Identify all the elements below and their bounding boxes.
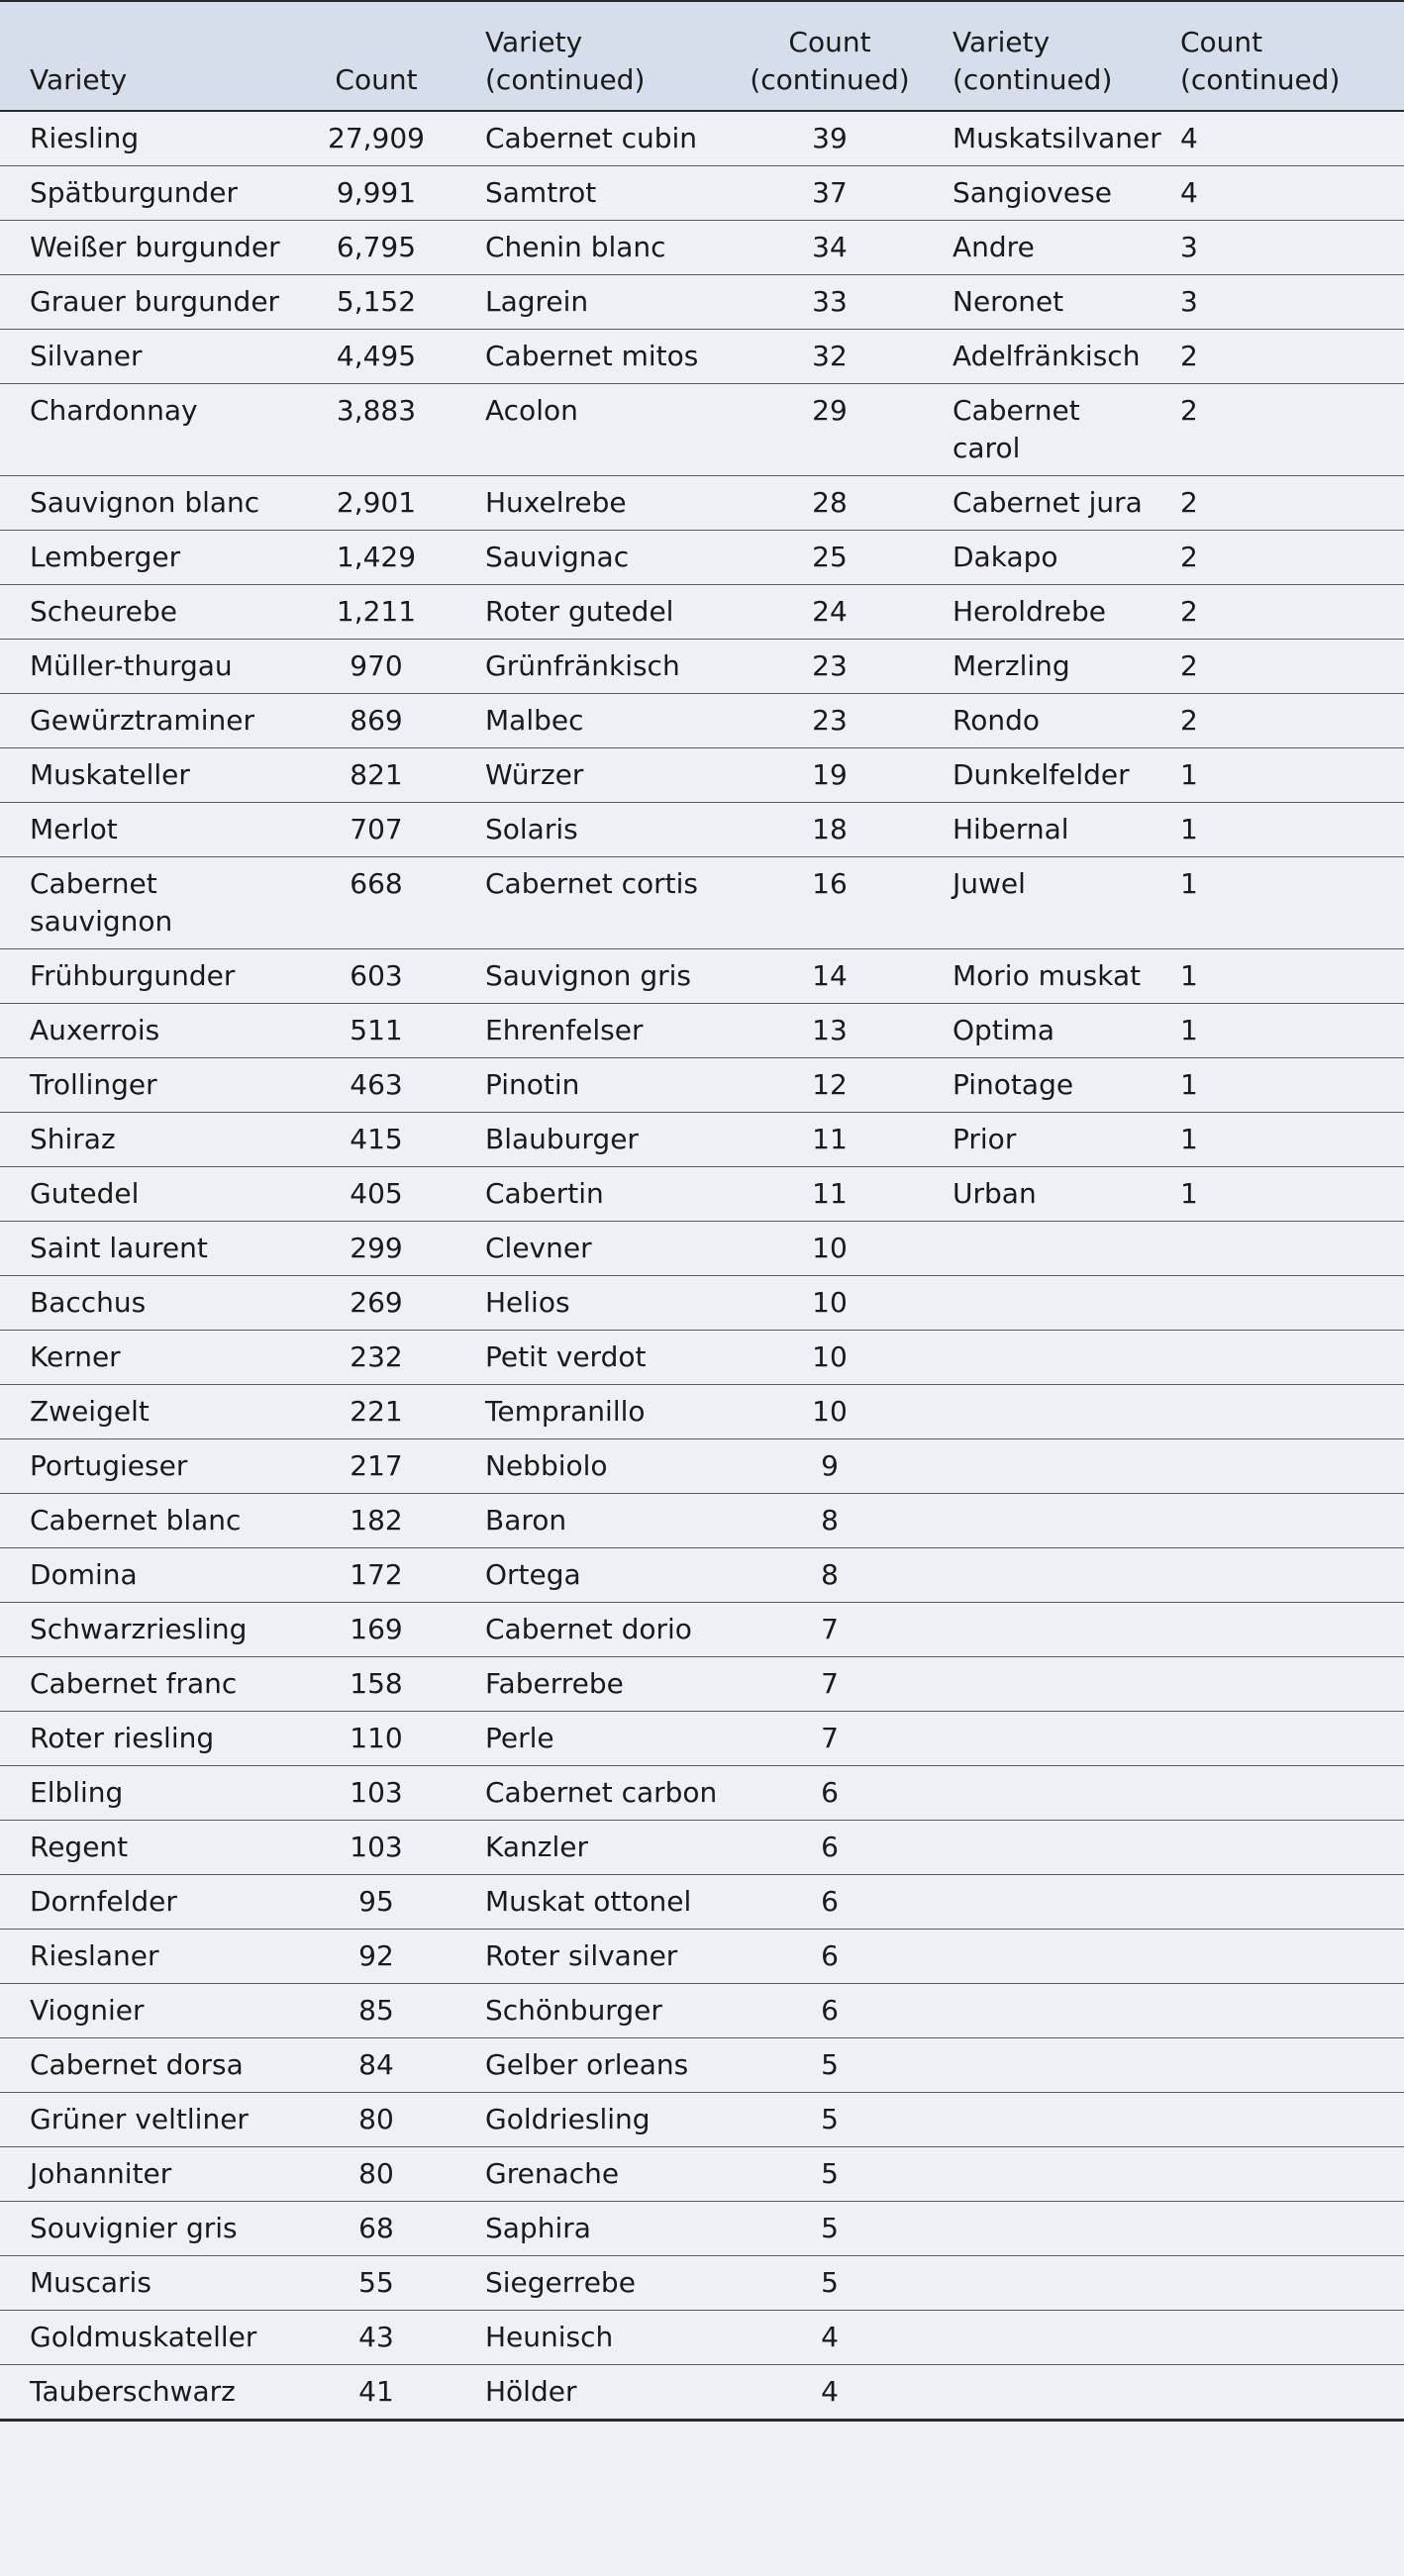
table-header-row	[0, 1, 1404, 111]
cell-variety: Tauberschwarz	[0, 2365, 297, 2421]
cell-variety-continued: Pinotin	[455, 1058, 737, 1113]
table-row	[0, 748, 1404, 803]
cell-count-continued: 6	[737, 1930, 923, 1984]
cell-variety-continued-2: Rondo	[923, 694, 1151, 748]
table-row	[0, 1657, 1404, 1712]
cell-count-continued: 28	[737, 476, 923, 531]
cell-count-continued-2: 4	[1151, 111, 1404, 166]
cell-variety-continued-2	[923, 1657, 1151, 1712]
cell-count: 158	[297, 1657, 455, 1712]
cell-count: 182	[297, 1494, 455, 1548]
table-row	[0, 949, 1404, 1004]
cell-variety-continued: Saphira	[455, 2202, 737, 2256]
table-body	[0, 111, 1404, 2421]
header-variety-continued: Variety (continued)	[455, 1, 737, 111]
cell-count-continued: 39	[737, 111, 923, 166]
cell-count-continued: 9	[737, 1439, 923, 1494]
cell-count-continued: 10	[737, 1331, 923, 1385]
cell-count-continued-2: 3	[1151, 275, 1404, 330]
cell-count: 1,429	[297, 531, 455, 585]
table-row	[0, 1113, 1404, 1167]
cell-count: 3,883	[297, 384, 455, 476]
cell-variety: Cabernet franc	[0, 1657, 297, 1712]
cell-count: 217	[297, 1439, 455, 1494]
cell-count-continued-2: 2	[1151, 694, 1404, 748]
cell-count: 80	[297, 2093, 455, 2147]
table-row	[0, 275, 1404, 330]
table-row	[0, 1766, 1404, 1821]
cell-variety: Weißer burgunder	[0, 221, 297, 275]
table-row	[0, 2202, 1404, 2256]
table-row	[0, 2311, 1404, 2365]
cell-count-continued-2	[1151, 2202, 1404, 2256]
table-row	[0, 1930, 1404, 1984]
table-row	[0, 640, 1404, 694]
cell-count-continued: 13	[737, 1004, 923, 1058]
cell-variety: Cabernet blanc	[0, 1494, 297, 1548]
cell-variety-continued-2	[923, 1821, 1151, 1875]
cell-variety: Saint laurent	[0, 1222, 297, 1276]
cell-variety-continued-2	[923, 1439, 1151, 1494]
cell-variety: Auxerrois	[0, 1004, 297, 1058]
header-count: Count	[297, 1, 455, 111]
cell-variety-continued-2	[923, 1331, 1151, 1385]
cell-count-continued: 6	[737, 1984, 923, 2038]
cell-variety: Regent	[0, 1821, 297, 1875]
cell-variety: Lemberger	[0, 531, 297, 585]
cell-variety-continued-2	[923, 2256, 1151, 2311]
cell-count-continued: 19	[737, 748, 923, 803]
cell-count-continued: 18	[737, 803, 923, 857]
cell-variety-continued: Cabernet mitos	[455, 330, 737, 384]
cell-count-continued-2	[1151, 2311, 1404, 2365]
cell-variety-continued-2: Merzling	[923, 640, 1151, 694]
cell-count-continued-2	[1151, 2365, 1404, 2421]
cell-variety: Zweigelt	[0, 1385, 297, 1439]
cell-variety-continued: Cabertin	[455, 1167, 737, 1222]
cell-variety-continued-2	[923, 2202, 1151, 2256]
cell-variety: Johanniter	[0, 2147, 297, 2202]
cell-count-continued-2: 2	[1151, 585, 1404, 640]
cell-variety-continued-2	[923, 1766, 1151, 1821]
cell-count-continued: 37	[737, 166, 923, 221]
cell-variety-continued: Ehrenfelser	[455, 1004, 737, 1058]
cell-count-continued-2	[1151, 1821, 1404, 1875]
cell-count-continued-2	[1151, 2093, 1404, 2147]
header-count-continued-2: Count (continued)	[1151, 1, 1404, 111]
cell-variety-continued-2: Adelfränkisch	[923, 330, 1151, 384]
cell-count-continued-2	[1151, 1276, 1404, 1331]
cell-variety: Dornfelder	[0, 1875, 297, 1930]
cell-variety-continued: Chenin blanc	[455, 221, 737, 275]
cell-variety-continued: Acolon	[455, 384, 737, 476]
cell-count-continued-2: 2	[1151, 384, 1404, 476]
cell-count: 6,795	[297, 221, 455, 275]
cell-count-continued-2: 2	[1151, 531, 1404, 585]
cell-count-continued: 4	[737, 2311, 923, 2365]
cell-variety-continued: Roter silvaner	[455, 1930, 737, 1984]
table-row	[0, 2093, 1404, 2147]
cell-variety-continued: Huxelrebe	[455, 476, 737, 531]
cell-variety-continued-2	[923, 1494, 1151, 1548]
cell-count-continued: 12	[737, 1058, 923, 1113]
cell-variety-continued: Blauburger	[455, 1113, 737, 1167]
cell-count-continued: 6	[737, 1875, 923, 1930]
cell-count: 9,991	[297, 166, 455, 221]
cell-variety-continued-2	[923, 1930, 1151, 1984]
cell-count-continued: 23	[737, 694, 923, 748]
cell-variety-continued: Grenache	[455, 2147, 737, 2202]
cell-variety: Spätburgunder	[0, 166, 297, 221]
cell-count-continued: 14	[737, 949, 923, 1004]
cell-count: 232	[297, 1331, 455, 1385]
cell-count-continued-2: 1	[1151, 803, 1404, 857]
cell-count-continued: 8	[737, 1548, 923, 1603]
table-row	[0, 476, 1404, 531]
cell-count-continued: 7	[737, 1603, 923, 1657]
cell-count-continued-2: 1	[1151, 949, 1404, 1004]
cell-count-continued: 6	[737, 1766, 923, 1821]
cell-variety: Gutedel	[0, 1167, 297, 1222]
cell-count-continued: 11	[737, 1113, 923, 1167]
cell-count-continued-2: 3	[1151, 221, 1404, 275]
table-row	[0, 585, 1404, 640]
cell-count: 869	[297, 694, 455, 748]
cell-count: 172	[297, 1548, 455, 1603]
cell-variety-continued: Samtrot	[455, 166, 737, 221]
cell-count-continued: 8	[737, 1494, 923, 1548]
cell-variety: Domina	[0, 1548, 297, 1603]
cell-count-continued: 34	[737, 221, 923, 275]
table-row	[0, 330, 1404, 384]
cell-variety-continued: Cabernet carbon	[455, 1766, 737, 1821]
cell-count-continued: 5	[737, 2202, 923, 2256]
table-row	[0, 1712, 1404, 1766]
table-row	[0, 2256, 1404, 2311]
cell-variety-continued-2: Morio muskat	[923, 949, 1151, 1004]
cell-count-continued-2	[1151, 1875, 1404, 1930]
cell-variety: Souvignier gris	[0, 2202, 297, 2256]
cell-count-continued: 16	[737, 857, 923, 949]
table-row	[0, 1004, 1404, 1058]
cell-count: 463	[297, 1058, 455, 1113]
table-row	[0, 1439, 1404, 1494]
cell-count: 415	[297, 1113, 455, 1167]
cell-count-continued: 23	[737, 640, 923, 694]
cell-count: 970	[297, 640, 455, 694]
cell-count-continued-2	[1151, 1657, 1404, 1712]
cell-variety: Schwarzriesling	[0, 1603, 297, 1657]
header-variety: Variety	[0, 1, 297, 111]
cell-variety-continued-2	[923, 2311, 1151, 2365]
cell-variety: Viognier	[0, 1984, 297, 2038]
cell-variety-continued: Baron	[455, 1494, 737, 1548]
table-row	[0, 166, 1404, 221]
cell-count-continued-2	[1151, 1603, 1404, 1657]
header-count-continued: Count (continued)	[737, 1, 923, 111]
cell-count-continued: 7	[737, 1712, 923, 1766]
cell-variety: Bacchus	[0, 1276, 297, 1331]
cell-variety-continued: Sauvignon gris	[455, 949, 737, 1004]
table-row	[0, 1058, 1404, 1113]
cell-variety-continued: Petit verdot	[455, 1331, 737, 1385]
cell-variety: Cabernet sauvignon	[0, 857, 297, 949]
cell-variety-continued-2: Dakapo	[923, 531, 1151, 585]
cell-count-continued: 11	[737, 1167, 923, 1222]
cell-variety-continued: Ortega	[455, 1548, 737, 1603]
cell-count: 603	[297, 949, 455, 1004]
cell-variety-continued: Cabernet cubin	[455, 111, 737, 166]
cell-variety-continued: Cabernet cortis	[455, 857, 737, 949]
cell-count-continued: 6	[737, 1821, 923, 1875]
cell-count-continued-2	[1151, 1984, 1404, 2038]
cell-variety-continued-2: Neronet	[923, 275, 1151, 330]
cell-count: 5,152	[297, 275, 455, 330]
cell-count: 821	[297, 748, 455, 803]
cell-count-continued-2	[1151, 2147, 1404, 2202]
cell-count-continued-2	[1151, 1439, 1404, 1494]
cell-count-continued-2: 1	[1151, 1004, 1404, 1058]
cell-variety-continued-2: Hibernal	[923, 803, 1151, 857]
cell-count: 405	[297, 1167, 455, 1222]
cell-variety-continued: Goldriesling	[455, 2093, 737, 2147]
cell-count-continued: 7	[737, 1657, 923, 1712]
cell-count: 68	[297, 2202, 455, 2256]
cell-count: 511	[297, 1004, 455, 1058]
cell-variety-continued: Sauvignac	[455, 531, 737, 585]
cell-variety-continued: Roter gutedel	[455, 585, 737, 640]
cell-count: 668	[297, 857, 455, 949]
cell-variety-continued: Heunisch	[455, 2311, 737, 2365]
cell-variety: Cabernet dorsa	[0, 2038, 297, 2093]
table-row	[0, 221, 1404, 275]
cell-variety-continued-2	[923, 1222, 1151, 1276]
cell-count: 110	[297, 1712, 455, 1766]
cell-count-continued-2	[1151, 1548, 1404, 1603]
cell-variety-continued-2: Andre	[923, 221, 1151, 275]
table-row	[0, 111, 1404, 166]
cell-variety-continued-2	[923, 1984, 1151, 2038]
cell-variety-continued-2: Pinotage	[923, 1058, 1151, 1113]
table-row	[0, 1984, 1404, 2038]
cell-count-continued: 4	[737, 2365, 923, 2421]
cell-count-continued: 24	[737, 585, 923, 640]
cell-variety-continued-2: Cabernet carol	[923, 384, 1151, 476]
cell-variety: Shiraz	[0, 1113, 297, 1167]
cell-variety-continued: Nebbiolo	[455, 1439, 737, 1494]
cell-variety-continued-2: Sangiovese	[923, 166, 1151, 221]
cell-count-continued-2	[1151, 1712, 1404, 1766]
table-row	[0, 694, 1404, 748]
cell-variety-continued-2: Prior	[923, 1113, 1151, 1167]
table-row	[0, 1222, 1404, 1276]
table-row	[0, 1167, 1404, 1222]
table-row	[0, 803, 1404, 857]
cell-variety-continued-2	[923, 1385, 1151, 1439]
cell-count-continued: 5	[737, 2038, 923, 2093]
cell-variety: Roter riesling	[0, 1712, 297, 1766]
cell-variety: Riesling	[0, 111, 297, 166]
cell-count-continued: 25	[737, 531, 923, 585]
cell-count-continued: 5	[737, 2147, 923, 2202]
cell-variety: Kerner	[0, 1331, 297, 1385]
cell-count-continued-2: 1	[1151, 1167, 1404, 1222]
cell-variety-continued: Gelber orleans	[455, 2038, 737, 2093]
table-row	[0, 1331, 1404, 1385]
table-row	[0, 1548, 1404, 1603]
cell-variety-continued: Solaris	[455, 803, 737, 857]
cell-variety: Gewürztraminer	[0, 694, 297, 748]
cell-count-continued: 33	[737, 275, 923, 330]
cell-count-continued-2	[1151, 2038, 1404, 2093]
cell-count-continued-2	[1151, 1494, 1404, 1548]
cell-variety-continued: Cabernet dorio	[455, 1603, 737, 1657]
cell-variety-continued-2	[923, 1603, 1151, 1657]
cell-variety-continued-2: Muskatsilvaner	[923, 111, 1151, 166]
cell-variety-continued-2: Cabernet jura	[923, 476, 1151, 531]
table-row	[0, 857, 1404, 949]
cell-count: 103	[297, 1766, 455, 1821]
cell-variety-continued-2: Juwel	[923, 857, 1151, 949]
table-row	[0, 1603, 1404, 1657]
cell-count-continued: 10	[737, 1222, 923, 1276]
cell-variety: Chardonnay	[0, 384, 297, 476]
cell-variety: Frühburgunder	[0, 949, 297, 1004]
cell-variety-continued-2	[923, 2365, 1151, 2421]
cell-count: 43	[297, 2311, 455, 2365]
cell-count-continued-2: 2	[1151, 476, 1404, 531]
cell-count: 84	[297, 2038, 455, 2093]
cell-variety: Silvaner	[0, 330, 297, 384]
cell-variety-continued: Helios	[455, 1276, 737, 1331]
header-variety-continued-2: Variety (continued)	[923, 1, 1151, 111]
cell-variety-continued: Hölder	[455, 2365, 737, 2421]
cell-variety: Grüner veltliner	[0, 2093, 297, 2147]
table-row	[0, 1385, 1404, 1439]
cell-variety: Sauvignon blanc	[0, 476, 297, 531]
cell-variety-continued-2: Urban	[923, 1167, 1151, 1222]
cell-variety: Grauer burgunder	[0, 275, 297, 330]
table-row	[0, 531, 1404, 585]
cell-variety-continued-2	[923, 1712, 1151, 1766]
cell-variety: Portugieser	[0, 1439, 297, 1494]
cell-count: 1,211	[297, 585, 455, 640]
cell-variety-continued-2	[923, 1875, 1151, 1930]
cell-variety: Merlot	[0, 803, 297, 857]
cell-variety: Müller-thurgau	[0, 640, 297, 694]
cell-count-continued: 5	[737, 2256, 923, 2311]
cell-variety-continued-2: Optima	[923, 1004, 1151, 1058]
cell-count: 55	[297, 2256, 455, 2311]
cell-count-continued-2	[1151, 1222, 1404, 1276]
table-row	[0, 1875, 1404, 1930]
cell-variety: Muscaris	[0, 2256, 297, 2311]
cell-variety: Trollinger	[0, 1058, 297, 1113]
cell-count: 80	[297, 2147, 455, 2202]
cell-count-continued-2	[1151, 1766, 1404, 1821]
cell-variety-continued: Malbec	[455, 694, 737, 748]
cell-variety-continued-2	[923, 2147, 1151, 2202]
cell-variety-continued: Siegerrebe	[455, 2256, 737, 2311]
cell-count: 27,909	[297, 111, 455, 166]
cell-variety: Rieslaner	[0, 1930, 297, 1984]
cell-count: 4,495	[297, 330, 455, 384]
cell-count-continued-2: 4	[1151, 166, 1404, 221]
cell-variety-continued: Lagrein	[455, 275, 737, 330]
cell-variety-continued-2: Heroldrebe	[923, 585, 1151, 640]
table-row	[0, 1494, 1404, 1548]
cell-count-continued: 5	[737, 2093, 923, 2147]
cell-count-continued-2	[1151, 1385, 1404, 1439]
cell-count: 169	[297, 1603, 455, 1657]
cell-count-continued-2: 1	[1151, 748, 1404, 803]
cell-variety: Scheurebe	[0, 585, 297, 640]
cell-variety-continued: Perle	[455, 1712, 737, 1766]
cell-variety: Goldmuskateller	[0, 2311, 297, 2365]
cell-count-continued: 32	[737, 330, 923, 384]
cell-count: 41	[297, 2365, 455, 2421]
cell-variety-continued-2	[923, 1276, 1151, 1331]
cell-count: 85	[297, 1984, 455, 2038]
cell-variety: Muskateller	[0, 748, 297, 803]
cell-variety-continued: Kanzler	[455, 1821, 737, 1875]
cell-variety-continued: Tempranillo	[455, 1385, 737, 1439]
cell-count: 2,901	[297, 476, 455, 531]
table-row	[0, 1821, 1404, 1875]
cell-count: 299	[297, 1222, 455, 1276]
cell-count: 95	[297, 1875, 455, 1930]
cell-variety-continued: Faberrebe	[455, 1657, 737, 1712]
cell-count: 707	[297, 803, 455, 857]
table-row	[0, 2365, 1404, 2421]
cell-count-continued: 29	[737, 384, 923, 476]
table-row	[0, 384, 1404, 476]
cell-variety-continued: Grünfränkisch	[455, 640, 737, 694]
cell-count-continued-2: 2	[1151, 330, 1404, 384]
cell-variety-continued-2	[923, 1548, 1151, 1603]
cell-variety-continued: Schönburger	[455, 1984, 737, 2038]
cell-count-continued-2	[1151, 2256, 1404, 2311]
table-row	[0, 2038, 1404, 2093]
cell-variety-continued-2	[923, 2038, 1151, 2093]
cell-count-continued-2	[1151, 1331, 1404, 1385]
cell-count-continued-2: 1	[1151, 857, 1404, 949]
cell-variety-continued-2	[923, 2093, 1151, 2147]
cell-count-continued-2: 1	[1151, 1113, 1404, 1167]
cell-count-continued: 10	[737, 1385, 923, 1439]
cell-count: 221	[297, 1385, 455, 1439]
cell-variety: Elbling	[0, 1766, 297, 1821]
cell-count-continued-2	[1151, 1930, 1404, 1984]
cell-count-continued-2: 2	[1151, 640, 1404, 694]
cell-variety-continued: Muskat ottonel	[455, 1875, 737, 1930]
cell-variety-continued: Würzer	[455, 748, 737, 803]
cell-count-continued-2: 1	[1151, 1058, 1404, 1113]
table-row	[0, 2147, 1404, 2202]
cell-count: 92	[297, 1930, 455, 1984]
cell-variety-continued-2: Dunkelfelder	[923, 748, 1151, 803]
cell-count-continued: 10	[737, 1276, 923, 1331]
table-row	[0, 1276, 1404, 1331]
cell-count: 269	[297, 1276, 455, 1331]
cell-count: 103	[297, 1821, 455, 1875]
cell-variety-continued: Clevner	[455, 1222, 737, 1276]
